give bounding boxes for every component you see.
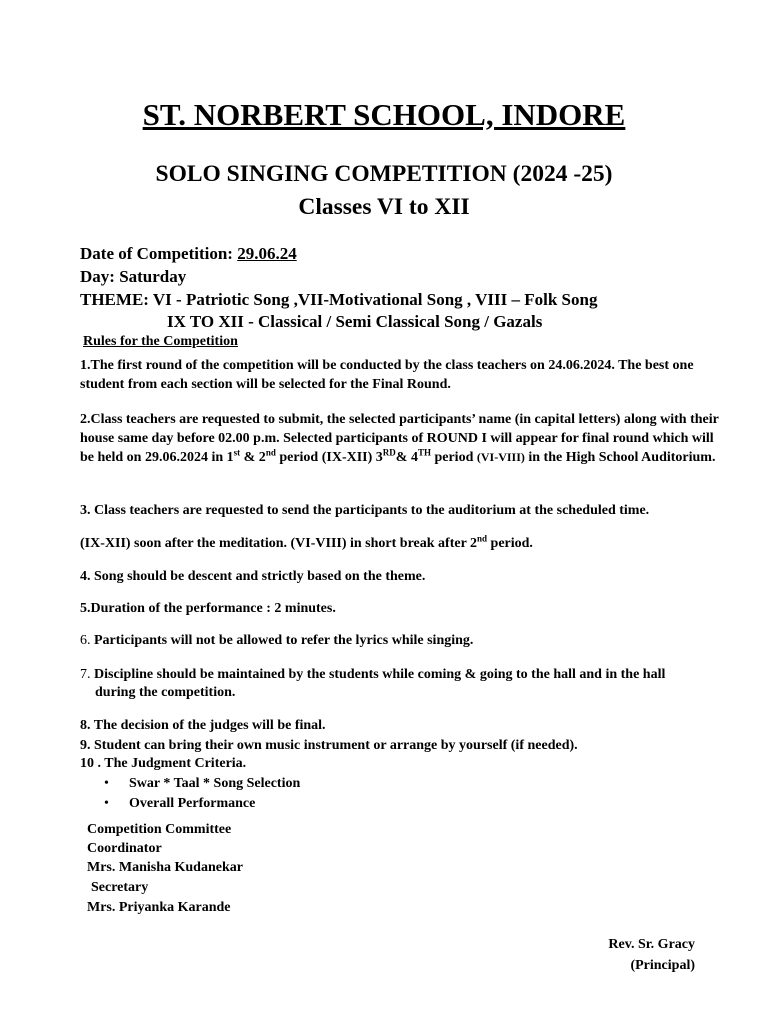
school-name: ST. NORBERT SCHOOL, INDORE xyxy=(142,97,626,132)
rule-3-timing: (IX-XII) soon after the meditation. (VI-VIII) in short break after 2nd period. xyxy=(80,533,533,551)
date-value: 29.06.24 xyxy=(237,244,297,263)
committee-title: Competition Committee xyxy=(87,822,232,837)
secretary-label: Secretary xyxy=(91,880,149,895)
rule-1: 1.The first round of the competition will be conducted by the class teachers on 24.06.2024. The best one student from each section will be selected for the Final Round. xyxy=(80,358,694,392)
rule-4: 4. Song should be descent and strictly based on the theme. xyxy=(80,569,426,584)
principal-title: (Principal) xyxy=(630,958,695,973)
criteria-item: • Swar * Taal * Song Selection xyxy=(104,776,301,791)
rule-9: 9. Student can bring their own music instrument or arrange by yourself (if needed). xyxy=(80,738,578,753)
criteria-item: • Overall Performance xyxy=(104,796,256,811)
rule-7: 7. Discipline should be maintained by the students while coming & going to the hall and in the hall xyxy=(80,667,666,682)
date-line xyxy=(80,243,297,265)
rule-7-continued: during the competition. xyxy=(95,685,236,700)
theme-line-1: THEME: VI - Patriotic Song ,VII-Motivational Song , VIII – Folk Song xyxy=(80,290,598,309)
coordinator-label: Coordinator xyxy=(87,841,162,856)
principal-name: Rev. Sr. Gracy xyxy=(608,937,695,952)
rule-5: 5.Duration of the performance : 2 minutes. xyxy=(80,601,336,616)
day-line: Day: Saturday xyxy=(80,267,187,286)
rule-8: 8. The decision of the judges will be final. xyxy=(80,718,326,733)
rule-10: 10 . The Judgment Criteria. xyxy=(80,756,247,771)
date-label: Date of Competition: xyxy=(80,244,238,263)
rule-3: 3. Class teachers are requested to send the participants to the auditorium at the scheduled time. xyxy=(80,503,650,518)
rule-2: 2.Class teachers are requested to submit, the selected participants’ name (in capital letters) along with their house same day before 02.00 p.m. Selected participants of ROUND I will appear for final round which will be held on 29.06.2024 in 1st & 2nd period (IX-XII) 3RD& 4TH period (VI-VIII) in the High School Auditorium. xyxy=(80,412,719,465)
classes-subtitle: Classes VI to XII xyxy=(298,194,470,220)
theme-line-2: IX TO XII - Classical / Semi Classical Song / Gazals xyxy=(167,312,543,331)
secretary-name: Mrs. Priyanka Karande xyxy=(87,900,231,915)
rules-heading: Rules for the Competition xyxy=(83,334,238,349)
bullet-icon: • xyxy=(104,796,109,811)
rule-6: 6. Participants will not be allowed to refer the lyrics while singing. xyxy=(80,633,474,648)
competition-title: SOLO SINGING COMPETITION (2024 -25) xyxy=(155,161,613,187)
bullet-icon: • xyxy=(104,776,109,791)
coordinator-name: Mrs. Manisha Kudanekar xyxy=(87,860,243,875)
